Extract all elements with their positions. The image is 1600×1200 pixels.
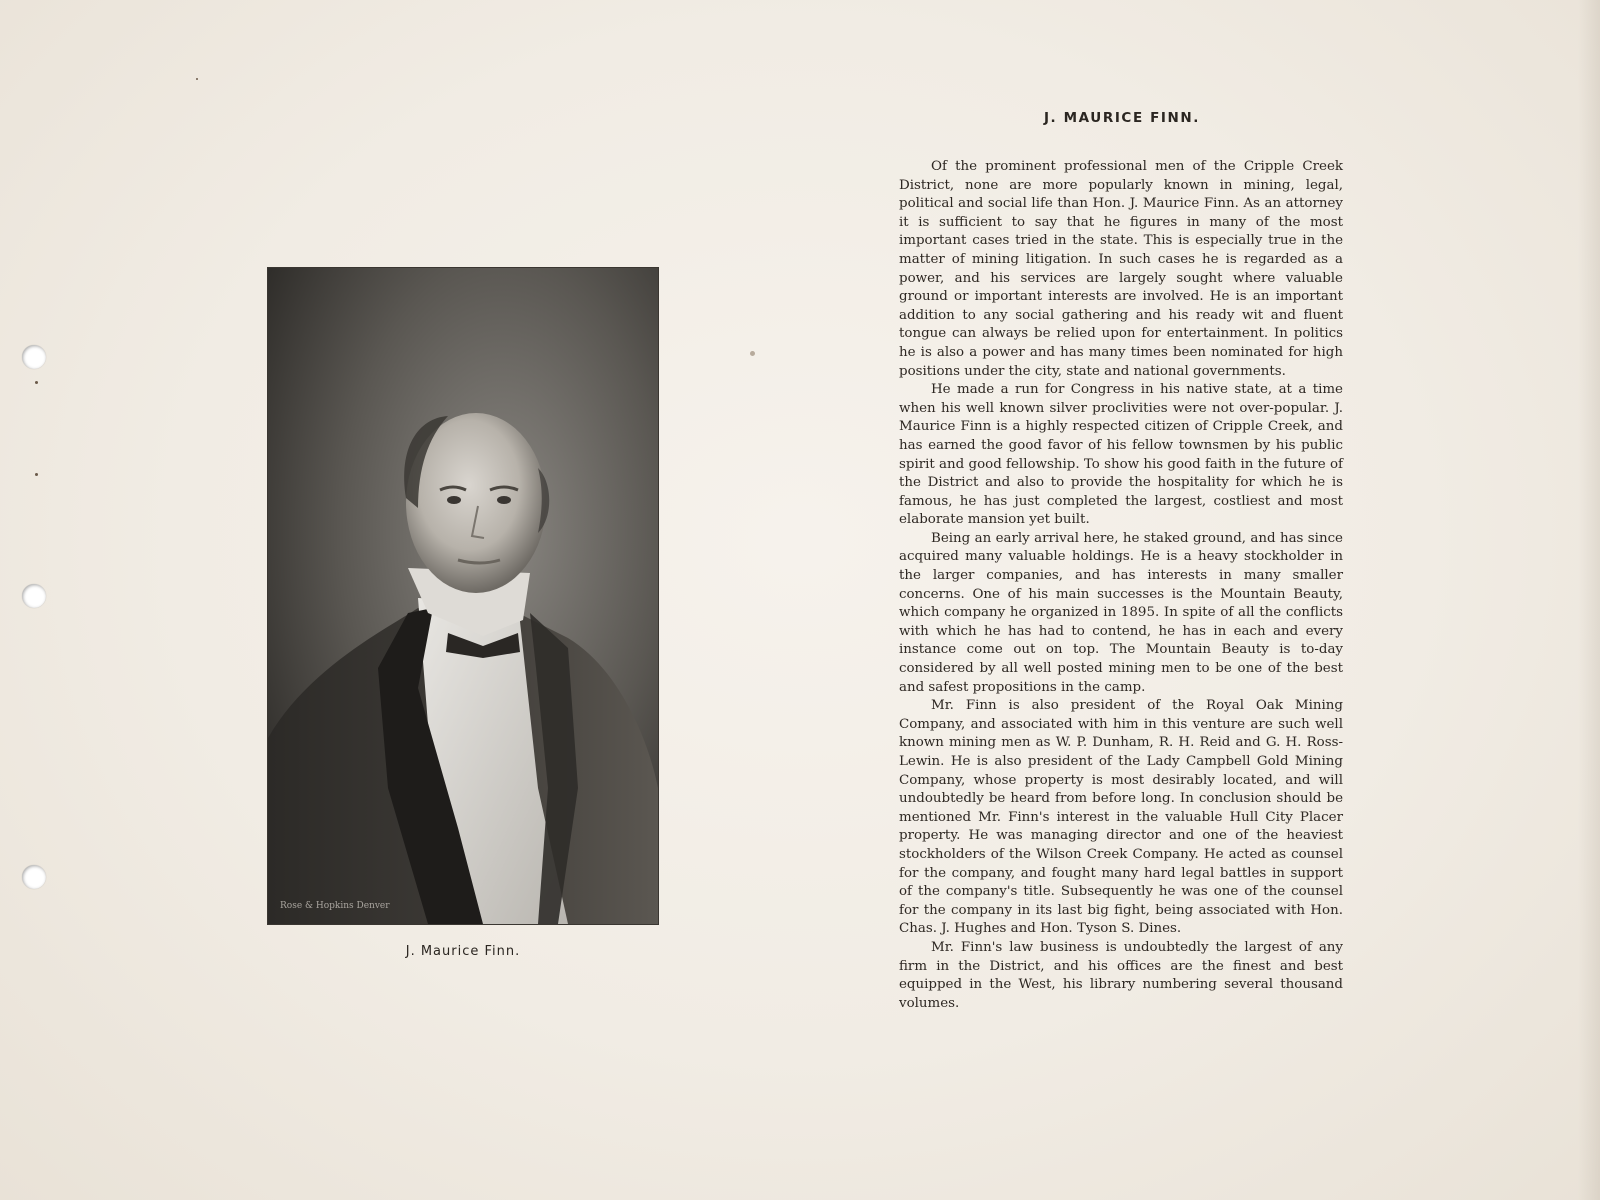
- article-title: J. MAURICE FINN.: [1043, 110, 1201, 126]
- portrait-illustration: [268, 268, 658, 924]
- portrait-photo: [268, 268, 658, 924]
- binder-hole-bottom: [22, 865, 46, 889]
- body-paragraph: Mr. Finn is also president of the Royal Oak Mining Company, and associated with him in this venture are such well known mining men as W. P. Dunham, R. H. Reid and G. H. Ross-Lewin. He is also president of the Lady Campbell Gold Mining Company, whose property is most desirably located, and will undoubtedly be heard from before long. In conclusion should be mentioned Mr. Finn's interest in the valuable Hull City Placer property. He was managing director and one of the heaviest stockholders of the Wilson Creek Company. He acted as counsel for the company, and fought many hard legal battles in support of the company's title. Subsequently he was one of the counsel for the company in its last big fight, being associated with Hon. Chas. J. Hughes and Hon. Tyson S. Dines.: [899, 698, 1343, 937]
- page-edge-shadow: [1578, 0, 1600, 1200]
- photo-caption: J. Maurice Finn.: [405, 944, 521, 959]
- binder-hole-top: [22, 345, 46, 369]
- paper-speck: [196, 78, 198, 80]
- body-paragraph: He made a run for Congress in his native state, at a time when his well known silver proclivities were not over-popular. J. Maurice Finn is a highly respected citizen of Cripple Creek, and has earned the good favor of his fellow townsmen by his public spirit and good fellowship. To show his good faith in the future of the District and also to provide the hospitality for which he is famous, he has just completed the largest, costliest and most elaborate mansion yet built.: [899, 382, 1343, 528]
- paper-speck: [750, 351, 755, 356]
- body-paragraph: Mr. Finn's law business is undoubtedly the largest of any firm in the District, and his offices are the finest and best equipped in the West, his library numbering several thousand volumes.: [899, 939, 1343, 1011]
- svg-text:Rose & Hopkins Denver: Rose & Hopkins Denver: [280, 901, 390, 911]
- paper-speck: [35, 473, 38, 476]
- body-paragraph: Of the prominent professional men of the Cripple Creek District, none are more popularly known in mining, legal, political and social life than Hon. J. Maurice Finn. As an attorney it is sufficient to say that he figures in many of the most important cases tried in the state. This is especially true in the matter of mining litigation. In such cases he is regarded as a power, and his services are largely sought where valuable ground or important interests are involved. He is an important addition to any social gathering and his ready wit and fluent tongue can always be relied upon for entertainment. In politics he is also a power and has many times been nominated for high positions under the city, state and national governments.: [899, 159, 1343, 379]
- paper-speck: [35, 381, 38, 384]
- article-body: [899, 158, 1343, 1013]
- body-paragraph: Being an early arrival here, he staked ground, and has since acquired many valuable holdings. He is a heavy stockholder in the larger companies, and has interests in many smaller concerns. One of his main successes is the Mountain Beauty, which company he organized in 1895. In spite of all the conflicts with which he has had to contend, he has in each and every instance come out on top. The Mountain Beauty is to-day considered by all well posted mining men to be one of the best and safest propositions in the camp.: [899, 530, 1343, 695]
- binder-hole-middle: [22, 584, 46, 608]
